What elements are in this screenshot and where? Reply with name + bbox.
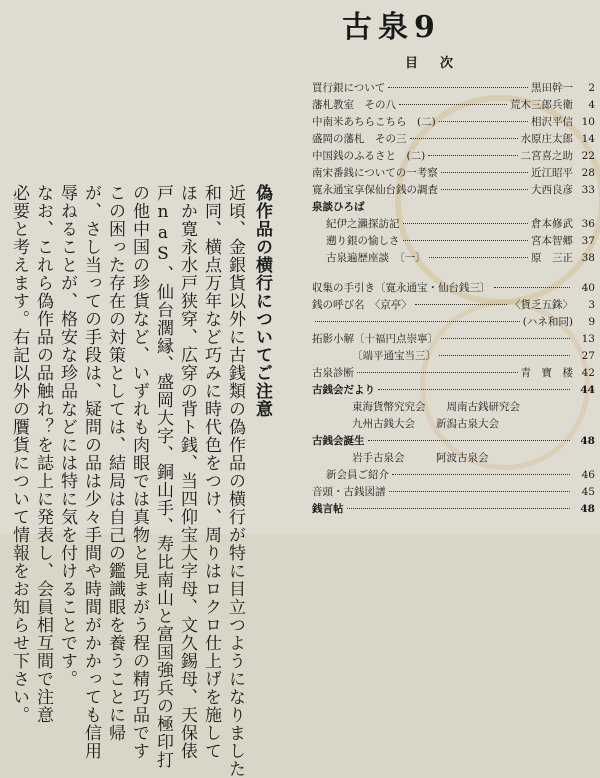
toc-entry-author: 大西良彦 [531, 184, 573, 196]
toc-leader-dots [403, 223, 528, 224]
toc-entry-author: 〈貨乏五銖〉 [510, 299, 573, 311]
toc-entry-page: 48 [580, 435, 595, 447]
toc-leader-dots [439, 121, 528, 122]
toc-entry-page: 45 [581, 486, 595, 498]
toc-entry-page: 27 [581, 350, 595, 362]
toc-entry-page: 37 [581, 235, 595, 247]
toc-entry-page: 13 [581, 333, 595, 345]
toc-entry [312, 331, 595, 347]
toc-leader-dots [494, 287, 570, 288]
toc-entry [312, 348, 595, 364]
toc-entry [312, 467, 595, 483]
toc-entry [312, 148, 595, 164]
toc-entry-page: 2 [588, 82, 595, 94]
toc-entry [312, 199, 595, 215]
toc-entry-page: 14 [581, 133, 595, 145]
toc-leader-dots [347, 508, 570, 509]
toc-entry-author: 相沢平信 [531, 116, 573, 128]
toc-entry-title: 泉談ひろば [312, 201, 365, 213]
toc-entry-page: 3 [588, 299, 595, 311]
toc-entry-title: 九州古銭大会 新潟古泉大会 [352, 418, 499, 430]
toc-leader-dots [389, 491, 570, 492]
toc-leader-dots [388, 87, 528, 88]
toc-entry-author: 荒木三郎兵衛 [510, 99, 573, 111]
toc-entry-author: 青 寶 楼 [520, 367, 573, 379]
notice-column: が、さし当っての手段は、疑問の品は少々手間や時間がかかっても信用 [81, 184, 101, 760]
toc-entry-title: 古泉遍歴座談 〔一〕 [326, 252, 426, 264]
toc-entry [312, 297, 595, 313]
toc-entry-page: 44 [580, 384, 595, 396]
notice-column: 辱ねることが、格安な珍品などには特に気を付けることです。 [57, 184, 77, 688]
toc-entry [312, 501, 595, 517]
toc-entry-page: 36 [581, 218, 595, 230]
toc-entry [312, 399, 595, 415]
toc-entry-title: 新会員ご紹介 [326, 469, 389, 481]
toc-entry [312, 114, 595, 130]
toc-entry-title: 拓影小解〔十福円点崇寧〕 [312, 333, 438, 345]
toc-entry [312, 97, 595, 113]
toc-entry-page: 48 [580, 503, 595, 515]
toc-entry-title: 寛永通宝享保仙台銭の調査 [312, 184, 438, 196]
toc-entry-page: 40 [581, 282, 595, 294]
toc-entry [312, 131, 595, 147]
toc-entry-page: 22 [581, 150, 595, 162]
toc-entry-page: 4 [588, 99, 595, 111]
toc-entry-page: 38 [581, 252, 595, 264]
toc-entry [312, 382, 595, 398]
toc-leader-dots [441, 338, 570, 339]
toc-leader-dots [441, 189, 528, 190]
toc-leader-dots [410, 138, 518, 139]
toc-entry-title: 〔端平通宝当三〕 [352, 350, 436, 362]
toc-entry-author: 二宮喜之助 [520, 150, 573, 162]
toc-leader-dots [392, 474, 570, 475]
toc-leader-dots [439, 355, 570, 356]
toc-entry-title: 銭言帖 [312, 503, 344, 515]
notice-column: 必要と考えます。右記以外の贋貨について情報をお知らせ下さい。 [9, 184, 29, 724]
toc-entry [312, 250, 595, 266]
toc-entry-page: 42 [581, 367, 595, 379]
notice-column: なお、これら偽作品の品触れ？を誌上に発表し、会員相互間で注意 [33, 184, 53, 724]
toc-heading: 目次 [405, 56, 476, 71]
notice-title: 偽作品の横行についてご注意 [252, 184, 272, 418]
toc-entry-author: 原 三正 [531, 252, 573, 264]
toc-entry-title: 中国銭のふるさと (二) [312, 150, 426, 162]
toc-leader-dots [357, 372, 518, 373]
toc-entry [312, 433, 595, 449]
toc-leader-dots [378, 389, 570, 390]
toc-leader-dots [415, 304, 507, 305]
toc-leader-dots [399, 104, 507, 105]
toc-entry-title: 中南米あちらこちら (二) [312, 116, 436, 128]
toc-entry [312, 80, 595, 96]
toc-entry-title: 紀伊之瀨探訪記 [326, 218, 400, 230]
toc-entry-title: 古銭会誕生 [312, 435, 365, 447]
toc-leader-dots [441, 172, 528, 173]
toc-entry [312, 165, 595, 181]
toc-entry-author: (ハネ和同) [522, 316, 573, 328]
toc-entry [312, 365, 595, 381]
toc-entry-page: 28 [581, 167, 595, 179]
toc-entry-title: 藩札教室 その八 [312, 99, 396, 111]
toc-entry-title: 音頭・古銭図譜 [312, 486, 386, 498]
toc-entry [312, 280, 595, 296]
notice-column: の他中国の珍貨など、いずれも肉眼では真物と見まがう程の精巧品です [129, 184, 149, 760]
notice-column: この困った存在の対策としては、結局は自己の鑑識眼を養うことに帰 [105, 184, 125, 742]
toc-entry [312, 450, 595, 466]
toc-entry-title: 岩手古泉会 阿波古泉会 [352, 452, 489, 464]
notice-column: 戸naS、仙台濶縁、盛岡大字、銅山手、寿比南山と富国強兵の極印打 [153, 184, 173, 769]
toc-entry-author: 黒田幹一 [531, 82, 573, 94]
toc-entry [312, 182, 595, 198]
toc-leader-dots [428, 155, 518, 156]
notice-column: 近頃、金銀貨以外に古銭類の偽作品の横行が特に目立つようになりました [225, 184, 245, 778]
toc-entry-author: 近江昭平 [531, 167, 573, 179]
toc-entry-title: 東海貨幣究究会 周南古銭研究会 [352, 401, 520, 413]
toc-entry [312, 216, 595, 232]
toc-entry [312, 314, 595, 330]
toc-entry-author: 宮本智郷 [531, 235, 573, 247]
toc-entry-title: 遡り銀の愉しさ [326, 235, 400, 247]
toc-entry-title: 古銭会だより [312, 384, 375, 396]
toc-leader-dots [368, 440, 570, 441]
toc-leader-dots [315, 321, 520, 322]
toc-entry-page: 33 [581, 184, 595, 196]
toc-entry [312, 484, 595, 500]
toc-entry-page: 9 [588, 316, 595, 328]
toc-entry-author: 倉本修武 [531, 218, 573, 230]
toc-entry-title: 古泉診断 [312, 367, 354, 379]
toc-leader-dots [403, 240, 528, 241]
toc-entry-title: 南宋番銭についての一考察 [312, 167, 438, 179]
toc-entry-page: 46 [581, 469, 595, 481]
toc-entry-title: 買行銀について [312, 82, 386, 94]
notice-column: 和同、横点万年など巧みに時代色をつけ、周りはロクロ仕上げを施して [201, 184, 221, 760]
toc-entry-page: 10 [581, 116, 595, 128]
toc-entry-title: 盛岡の藩札 その三 [312, 133, 407, 145]
toc-entry-author: 水原庄太郎 [520, 133, 573, 145]
toc-entry-title: 収集の手引き〔寛永通宝・仙台銭三〕 [312, 282, 491, 294]
toc-entry-title: 銭の呼び名 〈京亭〉 [312, 299, 412, 311]
magazine-title: 古泉9 [342, 10, 441, 45]
toc-entry [312, 416, 595, 432]
toc-leader-dots [429, 257, 528, 258]
notice-column: ほか寛永水戸狭穿、広穿の背ト銭、当四仰宝大字母、文久錫母、天保俵 [177, 184, 197, 760]
toc-entry [312, 233, 595, 249]
